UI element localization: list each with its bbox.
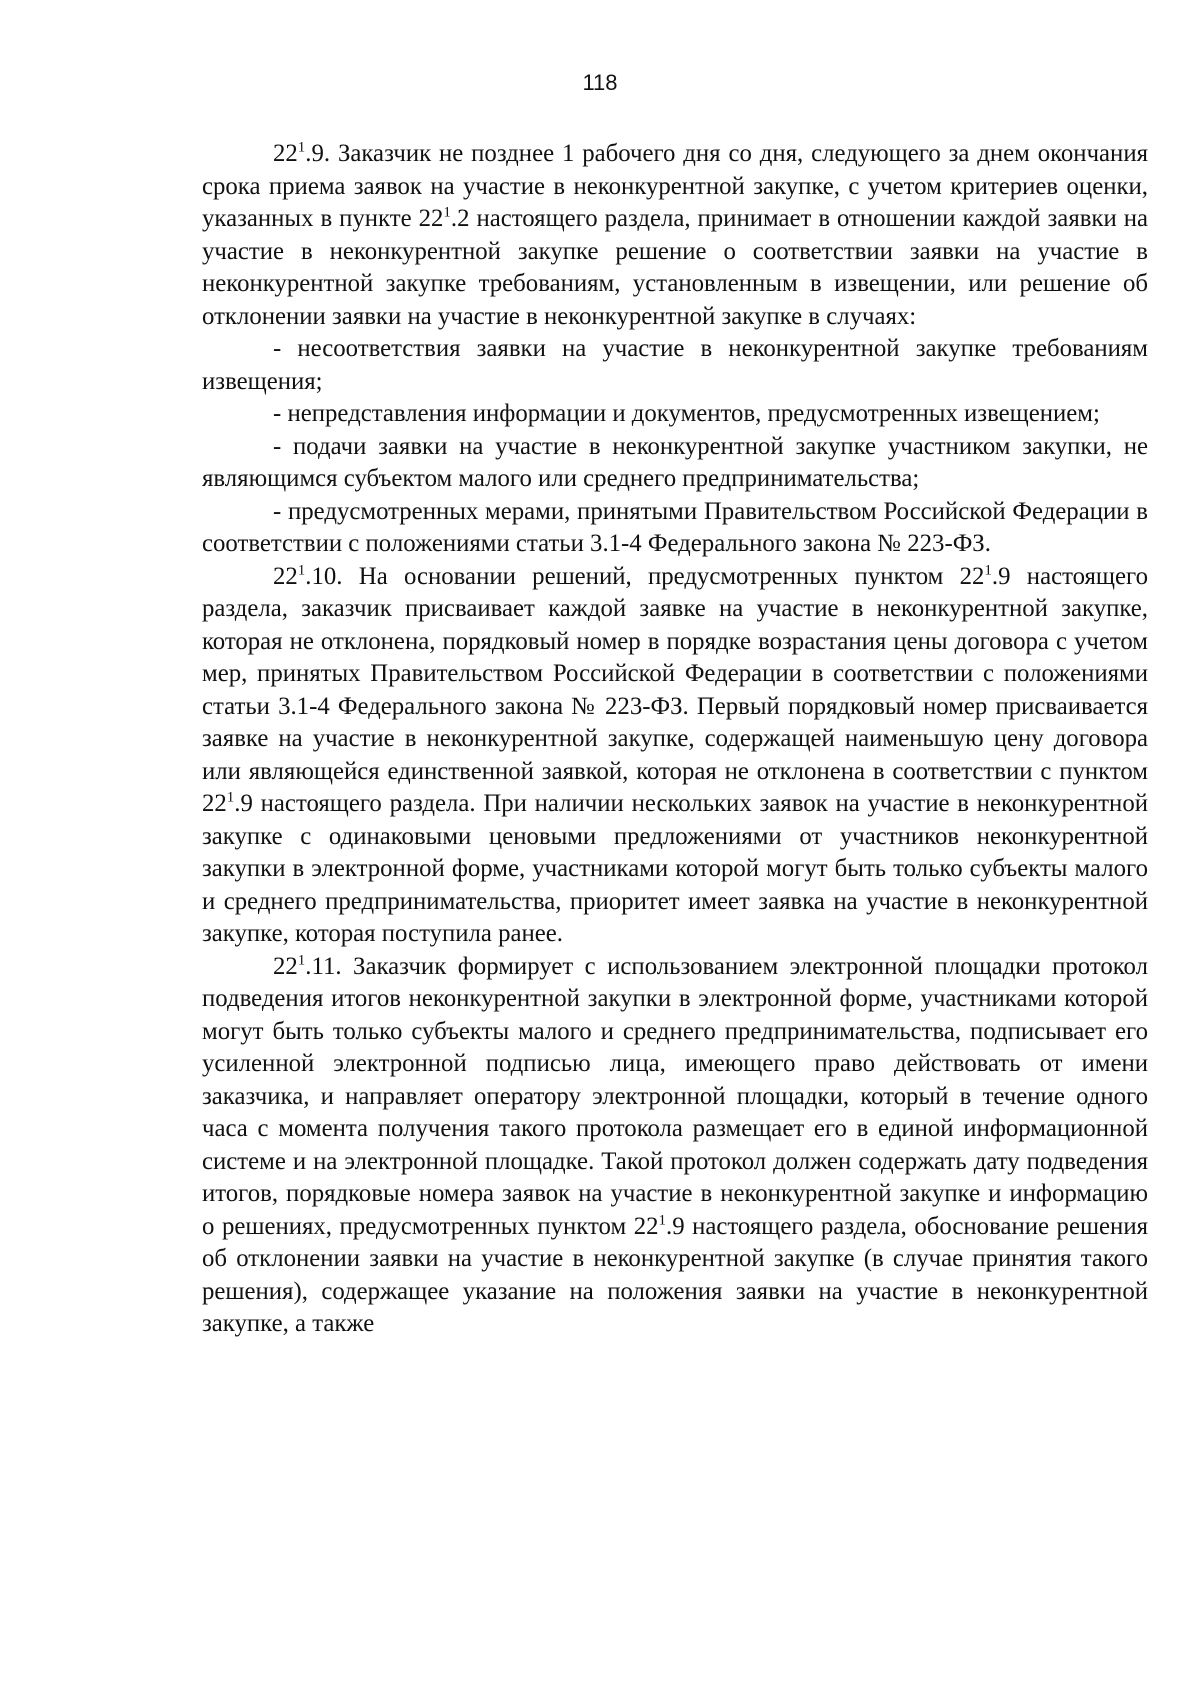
paragraph-text: .9 настоящего раздела, заказчик присваивает каждой заявке на участие в неконкурентной закупке, которая не отклонена, порядковый номер в порядке возрастания цены договора с учетом мер, принятых Правительством Российской Федерации в соответствии с положениями статьи 3.1-4 Федерального закона № 223-ФЗ. Первый порядковый номер присваивается заявке на участие в неконкурентной закупке, содержащей наименьшую цену договора или являющейся единственной заявкой, которая не отклонена в соответствии с пунктом 22 xyxy=(202,562,1148,817)
paragraph-text: .2 настоящего раздела, принимает в отношении каждой заявки на участие в неконкурентной закупке решение о соответствии заявки на участие в неконкурентной закупке требованиям, установленным в извещении, или решение об отклонении заявки на участие в неконкурентной закупке в случаях: xyxy=(202,205,1148,330)
superscript: 1 xyxy=(297,952,306,969)
paragraph xyxy=(202,496,1148,561)
superscript: 1 xyxy=(297,139,306,156)
superscript: 1 xyxy=(658,1212,666,1229)
paragraph-text: - подачи заявки на участие в неконкурентной закупке участником закупки, не являющимся субъектом малого или среднего предпринимательства; xyxy=(202,432,1148,492)
superscript: 1 xyxy=(984,562,992,579)
superscript: 1 xyxy=(297,562,306,579)
document-body xyxy=(202,138,1148,1341)
paragraph-text: 22 xyxy=(273,140,298,167)
paragraph-text: .9. Заказчик не позднее 1 рабочего дня со дня, следующего за днем окончания срока приема заявок на участие в неконкурентной закупке, с учетом критериев оценки, указанных в пункте 22 xyxy=(202,140,1148,232)
paragraph-text: .9 настоящего раздела, обоснование решения об отклонении заявки на участие в неконкурентной закупке (в случае принятия такого решения), содержащее указание на положения заявки на участие в неконкурентной закупке, а также xyxy=(202,1212,1148,1337)
paragraph-text: - предусмотренных мерами, принятыми Правительством Российской Федерации в соответствии с положениями статьи 3.1-4 Федерального закона № 223-ФЗ. xyxy=(202,497,1148,557)
page-number: 118 xyxy=(582,70,618,95)
paragraph-text: - непредставления информации и документов, предусмотренных извещением; xyxy=(273,400,1100,427)
superscript: 1 xyxy=(226,789,235,806)
paragraph xyxy=(202,398,1148,431)
superscript: 1 xyxy=(443,204,451,221)
paragraph xyxy=(202,138,1148,333)
paragraph-text: .10. На основании решений, предусмотренных пунктом 22 xyxy=(305,562,985,590)
paragraph-text: .11. Заказчик формирует с использованием электронной площадки протокол подведения итогов неконкурентной закупки в электронной форме, участниками которой могут быть только субъекты малого и среднего предпринимательства, подписывает его усиленной электронной подписью лица, имеющего право действовать от имени заказчика, и направляет оператору электронной площадки, который в течение одного часа с момента получения такого протокола размещает его в единой информационной системе и на электронной площадке. Такой протокол должен содержать дату подведения итогов, порядковые номера заявок на участие в неконкурентной закупке и информацию о решениях, предусмотренных пунктом 22 xyxy=(202,952,1148,1240)
paragraph xyxy=(202,561,1148,951)
paragraph xyxy=(202,431,1148,496)
paragraph xyxy=(202,333,1148,398)
paragraph xyxy=(202,951,1148,1341)
paragraph-text: - несоответствия заявки на участие в неконкурентной закупке требованиям извещения; xyxy=(202,335,1148,395)
paragraph-text: 22 xyxy=(273,952,298,980)
paragraph-text: .9 настоящего раздела. При наличии нескольких заявок на участие в неконкурентной закупке с одинаковыми ценовыми предложениями от участников неконкурентной закупки в электронной форме, участниками которой могут быть только субъекты малого и среднего предпринимательства, приоритет имеет заявка на участие в неконкурентной закупке, которая поступила ранее. xyxy=(202,790,1148,947)
paragraph-text: 22 xyxy=(273,562,298,590)
